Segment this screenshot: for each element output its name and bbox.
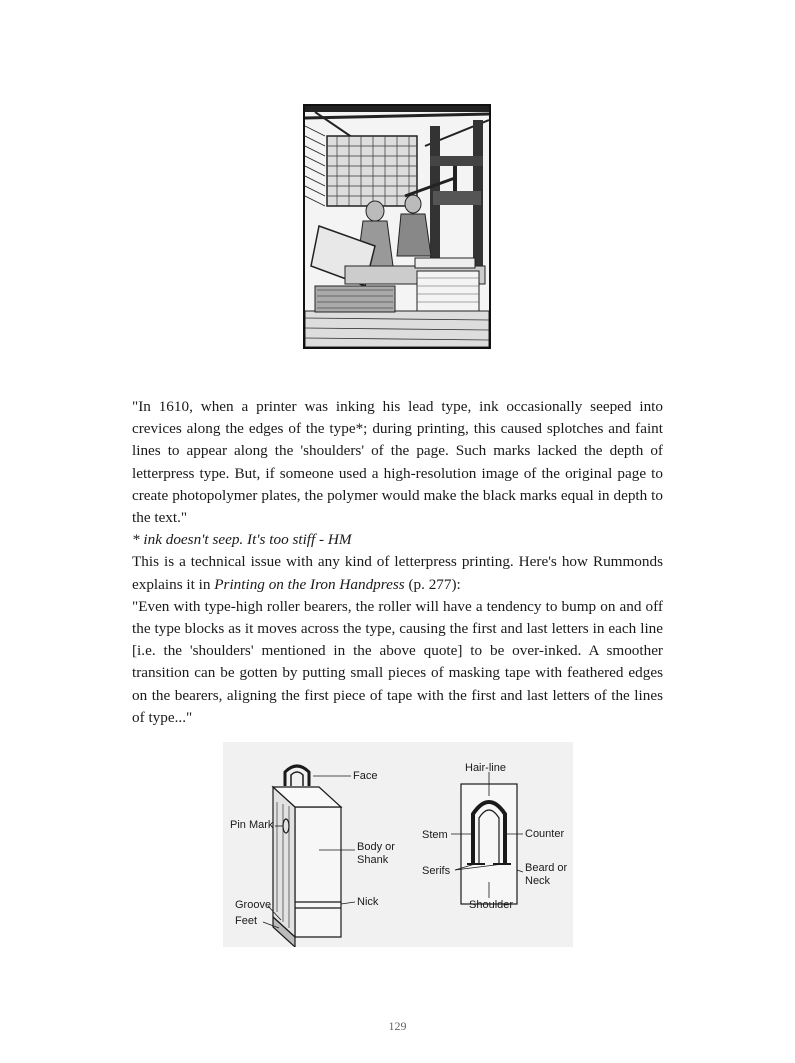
explanation-paragraph bbox=[132, 551, 663, 595]
label-face: Face bbox=[353, 770, 378, 782]
label-pin-mark: Pin Mark bbox=[230, 819, 274, 831]
body-text bbox=[132, 396, 663, 729]
type-anatomy-drawing bbox=[223, 742, 573, 947]
label-shoulder: Shoulder bbox=[469, 899, 514, 911]
book-title: Printing on the Iron Handpress bbox=[214, 575, 405, 593]
label-nick: Nick bbox=[357, 896, 379, 908]
label-neck: Neck bbox=[525, 875, 551, 887]
woodcut-illustration bbox=[303, 104, 491, 349]
editor-note: * ink doesn't seep. It's too stiff - HM bbox=[132, 531, 352, 549]
label-beard-or: Beard or bbox=[525, 862, 568, 874]
quote-paragraph-2: "Even with type-high roller bearers, the roller will have a tendency to bump on and off the type blocks as it moves across the type, causing the first and last letters in each line [i.e. the 'shoulders' mentioned in the above quote] to be over-inked. A smoother transition can be gotten by putting small pieces of masking tape with feathered edges on the bearers, aligning the first piece of tape with the first and last letters of the lines of type..." bbox=[132, 597, 663, 726]
explanation-text-after: (p. 277): bbox=[404, 575, 461, 593]
explanation-text-before: This is a technical issue with any kind of letterpress printing. Here's how Rummonds explains it in bbox=[132, 553, 663, 593]
page-number: 129 bbox=[388, 1019, 407, 1033]
type-anatomy-diagram bbox=[223, 742, 573, 947]
label-serifs: Serifs bbox=[422, 865, 451, 877]
label-shank: Shank bbox=[357, 854, 389, 866]
label-feet: Feet bbox=[235, 915, 258, 927]
label-counter: Counter bbox=[525, 828, 565, 840]
label-groove: Groove bbox=[235, 899, 272, 911]
quote-paragraph-1: "In 1610, when a printer was inking his lead type, ink occasionally seeped into crevices along the edges of the type*; during printing, this caused splotches and faint lines to appear along the 'shoulders' of the page. Such marks lacked the depth of letterpress type. But, if someone used a high-resolution image of the original page to create photopolymer plates, the polymer would make the black marks equal in depth to the text." bbox=[132, 398, 663, 527]
label-body-or: Body or bbox=[357, 841, 395, 853]
woodcut-drawing bbox=[305, 106, 489, 347]
label-stem: Stem bbox=[422, 829, 448, 841]
label-hair-line: Hair-line bbox=[465, 762, 506, 774]
